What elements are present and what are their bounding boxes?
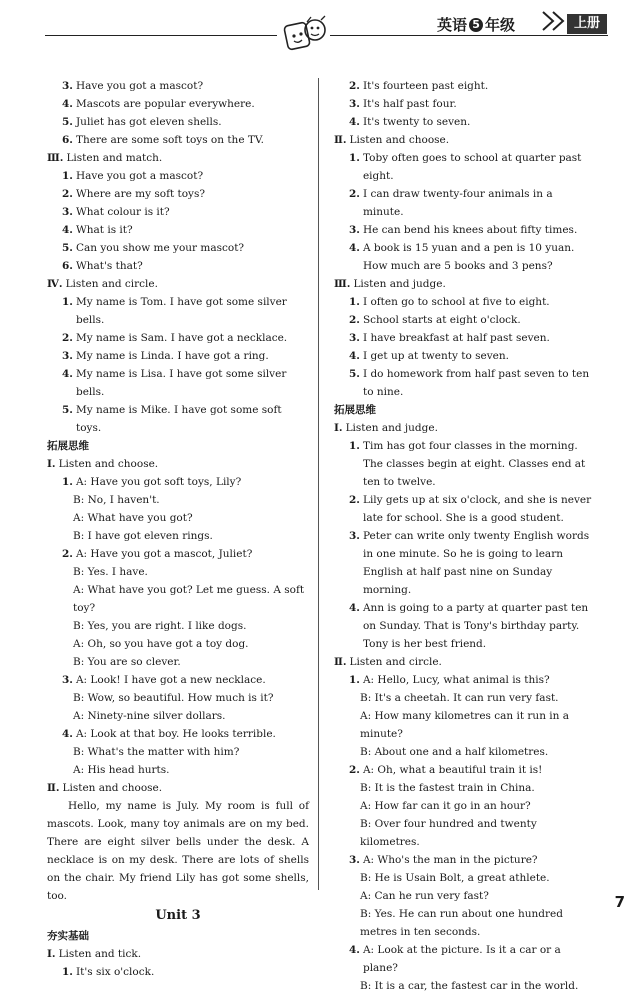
item-number: 6.: [62, 134, 73, 146]
item-text: Can you show me your mascot?: [75, 242, 245, 254]
item-text: A: How far can it go in an hour?: [360, 800, 531, 812]
cartoon-logo-icon: [283, 14, 329, 52]
item-text: Toby often goes to school at quarter past eight.: [362, 152, 582, 182]
dialogue-line: [47, 563, 309, 581]
item-text: B: It is the fastest train in China.: [360, 782, 535, 794]
dialogue-line: [47, 527, 309, 545]
item-text: I do homework from half past seven to ten to nine.: [362, 368, 590, 398]
item-text: Listen and match.: [66, 152, 163, 164]
exercise-item: [47, 365, 309, 401]
item-text: B: It's a cheetah. It can run very fast.: [360, 692, 559, 704]
item-text: It's half past four.: [362, 98, 457, 110]
dialogue-line: [334, 689, 596, 707]
item-number: Ⅰ.: [334, 422, 343, 434]
item-number: 5.: [349, 368, 360, 380]
exercise-item: [334, 329, 596, 347]
item-text: B: About one and a half kilometres.: [360, 746, 549, 758]
item-number: 3.: [349, 332, 360, 344]
item-text: A: Hello, Lucy, what animal is this?: [362, 674, 550, 686]
item-text: B: Wow, so beautiful. How much is it?: [73, 692, 274, 704]
item-number: 3.: [349, 854, 360, 866]
grade-number-badge: 5: [469, 18, 483, 32]
item-text: A: Oh, what a beautiful train it is!: [362, 764, 543, 776]
item-number: 4.: [349, 242, 360, 254]
item-number: 4.: [62, 368, 73, 380]
exercise-item: [334, 851, 596, 869]
item-text: Juliet has got eleven shells.: [75, 116, 222, 128]
dialogue-line: [334, 869, 596, 887]
page-number: 7: [614, 893, 625, 911]
dialogue-line: [47, 707, 309, 725]
item-text: B: It is a car, the fastest car in the world.: [360, 980, 579, 992]
item-text: Lily gets up at six o'clock, and she is never late for school. She is a good student.: [362, 494, 592, 524]
item-text: A: What have you got?: [73, 512, 193, 524]
exercise-heading: [47, 945, 309, 963]
item-text: B: Yes. I have.: [73, 566, 148, 578]
item-number: 4.: [62, 98, 73, 110]
item-number: 3.: [349, 224, 360, 236]
item-number: 2.: [62, 332, 73, 344]
exercise-item: [47, 725, 309, 743]
item-text: Listen and choose.: [349, 134, 450, 146]
header-rule-left: [45, 35, 277, 36]
item-text: A: Have you got a mascot, Juliet?: [75, 548, 253, 560]
item-text: A: Look at the picture. Is it a car or a plane?: [362, 944, 561, 974]
exercise-item: [334, 347, 596, 365]
item-text: Listen and judge.: [353, 278, 446, 290]
item-text: I get up at twenty to seven.: [362, 350, 509, 362]
item-number: 2.: [349, 80, 360, 92]
item-number: 4.: [349, 602, 360, 614]
dialogue-line: [334, 977, 596, 995]
dialogue-line: [334, 815, 596, 851]
exercise-heading: [334, 653, 596, 671]
item-number: 4.: [349, 944, 360, 956]
item-text: My name is Linda. I have got a ring.: [75, 350, 269, 362]
item-number: Ⅲ.: [47, 152, 64, 164]
item-text: A book is 15 yuan and a pen is 10 yuan. How much are 5 books and 3 pens?: [362, 242, 575, 272]
item-number: 4.: [62, 224, 73, 236]
section-heading: 拓展思维: [334, 404, 376, 416]
item-text: Listen and tick.: [58, 948, 142, 960]
exercise-item: [334, 527, 596, 599]
item-text: Listen and judge.: [345, 422, 438, 434]
exercise-heading: [334, 131, 596, 149]
item-text: What is it?: [75, 224, 133, 236]
item-text: B: Yes, you are right. I like dogs.: [73, 620, 247, 632]
dialogue-line: [334, 779, 596, 797]
item-text: A: Ninety-nine silver dollars.: [73, 710, 226, 722]
item-number: 1.: [349, 296, 360, 308]
exercise-item: [334, 95, 596, 113]
double-chevron-icon: [540, 10, 570, 32]
exercise-heading: [334, 419, 596, 437]
item-text: Where are my soft toys?: [75, 188, 206, 200]
item-text: It's twenty to seven.: [362, 116, 471, 128]
grade-label: [437, 14, 515, 35]
exercise-heading: [334, 275, 596, 293]
item-number: 3.: [62, 350, 73, 362]
item-text: Have you got a mascot?: [75, 80, 204, 92]
item-text: Ann is going to a party at quarter past ten on Sunday. That is Tony's birthday party. Tony is her best friend.: [362, 602, 589, 650]
exercise-item: [334, 185, 596, 221]
exercise-item: [47, 221, 309, 239]
volume-label: 上册: [567, 14, 607, 34]
item-text: Listen and circle.: [65, 278, 158, 290]
dialogue-line: [47, 509, 309, 527]
item-text: A: His head hurts.: [73, 764, 170, 776]
exercise-item: [334, 311, 596, 329]
item-number: 1.: [349, 152, 360, 164]
exercise-heading: [47, 455, 309, 473]
item-number: Ⅱ.: [334, 134, 347, 146]
section-heading: 夯实基础: [47, 930, 89, 942]
item-text: What colour is it?: [75, 206, 170, 218]
exercise-item: [334, 293, 596, 311]
item-text: School starts at eight o'clock.: [362, 314, 521, 326]
exercise-item: [47, 347, 309, 365]
item-number: 2.: [62, 188, 73, 200]
item-text: Listen and choose.: [62, 782, 163, 794]
dialogue-line: [47, 761, 309, 779]
exercise-item: [47, 95, 309, 113]
item-number: Ⅱ.: [47, 782, 60, 794]
item-number: 5.: [62, 116, 73, 128]
dialogue-line: [47, 689, 309, 707]
item-number: 6.: [62, 260, 73, 272]
item-number: 2.: [349, 494, 360, 506]
item-number: 5.: [62, 404, 73, 416]
exercise-item: [334, 221, 596, 239]
item-number: 5.: [62, 242, 73, 254]
subject-label: 英语: [437, 16, 468, 34]
item-number: Ⅳ.: [47, 278, 63, 290]
dialogue-line: [47, 581, 309, 617]
exercise-item: [334, 941, 596, 977]
item-number: 3.: [62, 674, 73, 686]
item-text: Listen and circle.: [349, 656, 442, 668]
item-text: A: What have you got? Let me guess. A soft toy?: [73, 584, 305, 614]
exercise-item: [47, 293, 309, 329]
page-header: [0, 0, 633, 60]
exercise-item: [334, 113, 596, 131]
exercise-item: [334, 761, 596, 779]
dialogue-line: [334, 797, 596, 815]
item-text: A: How many kilometres can it run in a minute?: [360, 710, 570, 740]
exercise-item: [47, 77, 309, 95]
item-text: B: No, I haven't.: [73, 494, 160, 506]
item-text: I can draw twenty-four animals in a minute.: [362, 188, 553, 218]
item-number: 4.: [349, 350, 360, 362]
right-column: [334, 77, 596, 995]
dialogue-line: [47, 653, 309, 671]
item-text: Tim has got four classes in the morning. The classes begin at eight. Classes end at ten to twelve.: [362, 440, 586, 488]
exercise-heading: [47, 149, 309, 167]
dialogue-line: [334, 887, 596, 905]
listening-passage: Hello, my name is July. My room is full of mascots. Look, many toy animals are on my bed. There are eight silver bells under the desk. A necklace is on my desk. There are lots of shells on the chair. My friend Lily has got some shells, too.: [47, 800, 309, 902]
exercise-item: [47, 167, 309, 185]
exercise-item: [47, 185, 309, 203]
section-heading: 拓展思维: [47, 440, 89, 452]
item-number: Ⅰ.: [47, 458, 56, 470]
exercise-item: [334, 437, 596, 491]
item-text: Peter can write only twenty English words in one minute. So he is going to learn English at half past nine on Sunday morning.: [362, 530, 590, 596]
item-number: Ⅲ.: [334, 278, 351, 290]
item-text: Mascots are popular everywhere.: [75, 98, 255, 110]
item-text: A: Can he run very fast?: [360, 890, 489, 902]
item-text: My name is Sam. I have got a necklace.: [75, 332, 288, 344]
item-text: B: You are so clever.: [73, 656, 181, 668]
unit-title: Unit 3: [155, 908, 201, 923]
item-text: I have breakfast at half past seven.: [362, 332, 550, 344]
item-number: 1.: [62, 476, 73, 488]
exercise-item: [47, 113, 309, 131]
item-text: A: Oh, so you have got a toy dog.: [73, 638, 249, 650]
item-text: A: Who's the man in the picture?: [362, 854, 538, 866]
item-text: There are some soft toys on the TV.: [75, 134, 264, 146]
item-number: 3.: [349, 530, 360, 542]
item-number: Ⅱ.: [334, 656, 347, 668]
header-rule-right: [330, 35, 608, 36]
item-text: He can bend his knees about fifty times.: [362, 224, 578, 236]
left-column: [47, 77, 309, 981]
item-number: 2.: [349, 314, 360, 326]
item-text: It's fourteen past eight.: [362, 80, 489, 92]
exercise-item: [47, 131, 309, 149]
dialogue-line: [334, 905, 596, 941]
exercise-item: [47, 473, 309, 491]
item-text: My name is Tom. I have got some silver bells.: [75, 296, 287, 326]
item-number: 3.: [62, 206, 73, 218]
exercise-item: [47, 401, 309, 437]
dialogue-line: [47, 743, 309, 761]
exercise-item: [47, 257, 309, 275]
item-text: A: Look! I have got a new necklace.: [75, 674, 266, 686]
item-number: 3.: [62, 80, 73, 92]
item-text: A: Look at that boy. He looks terrible.: [75, 728, 276, 740]
item-number: Ⅰ.: [47, 948, 56, 960]
exercise-heading: [47, 275, 309, 293]
item-text: B: I have got eleven rings.: [73, 530, 213, 542]
exercise-item: [47, 329, 309, 347]
item-text: My name is Lisa. I have got some silver bells.: [75, 368, 287, 398]
item-number: 1.: [62, 966, 73, 978]
item-number: 4.: [349, 116, 360, 128]
item-number: 3.: [349, 98, 360, 110]
item-text: B: What's the matter with him?: [73, 746, 240, 758]
exercise-item: [334, 365, 596, 401]
item-text: A: Have you got soft toys, Lily?: [75, 476, 242, 488]
exercise-item: [334, 149, 596, 185]
dialogue-line: [334, 743, 596, 761]
item-text: B: Over four hundred and twenty kilometres.: [360, 818, 537, 848]
item-text: I often go to school at five to eight.: [362, 296, 550, 308]
dialogue-line: [47, 635, 309, 653]
item-number: 1.: [62, 296, 73, 308]
grade-suffix: 年级: [485, 16, 516, 34]
item-number: 1.: [62, 170, 73, 182]
item-text: Listen and choose.: [58, 458, 159, 470]
item-text: B: Yes. He can run about one hundred metres in ten seconds.: [360, 908, 563, 938]
item-text: It's six o'clock.: [75, 966, 155, 978]
item-number: 4.: [62, 728, 73, 740]
dialogue-line: [47, 617, 309, 635]
exercise-item: [334, 491, 596, 527]
exercise-heading: [47, 779, 309, 797]
exercise-item: [334, 599, 596, 653]
item-number: 2.: [349, 764, 360, 776]
exercise-item: [47, 671, 309, 689]
item-number: 2.: [349, 188, 360, 200]
item-text: B: He is Usain Bolt, a great athlete.: [360, 872, 550, 884]
item-number: 1.: [349, 440, 360, 452]
dialogue-line: [334, 707, 596, 743]
dialogue-line: [47, 491, 309, 509]
item-text: My name is Mike. I have got some soft toys.: [75, 404, 282, 434]
exercise-item: [334, 239, 596, 275]
exercise-item: [47, 963, 309, 981]
item-text: Have you got a mascot?: [75, 170, 204, 182]
item-number: 2.: [62, 548, 73, 560]
exercise-item: [334, 671, 596, 689]
exercise-item: [47, 239, 309, 257]
exercise-item: [47, 545, 309, 563]
item-text: What's that?: [75, 260, 143, 272]
item-number: 1.: [349, 674, 360, 686]
exercise-item: [47, 203, 309, 221]
exercise-item: [334, 77, 596, 95]
column-divider: [318, 78, 319, 890]
